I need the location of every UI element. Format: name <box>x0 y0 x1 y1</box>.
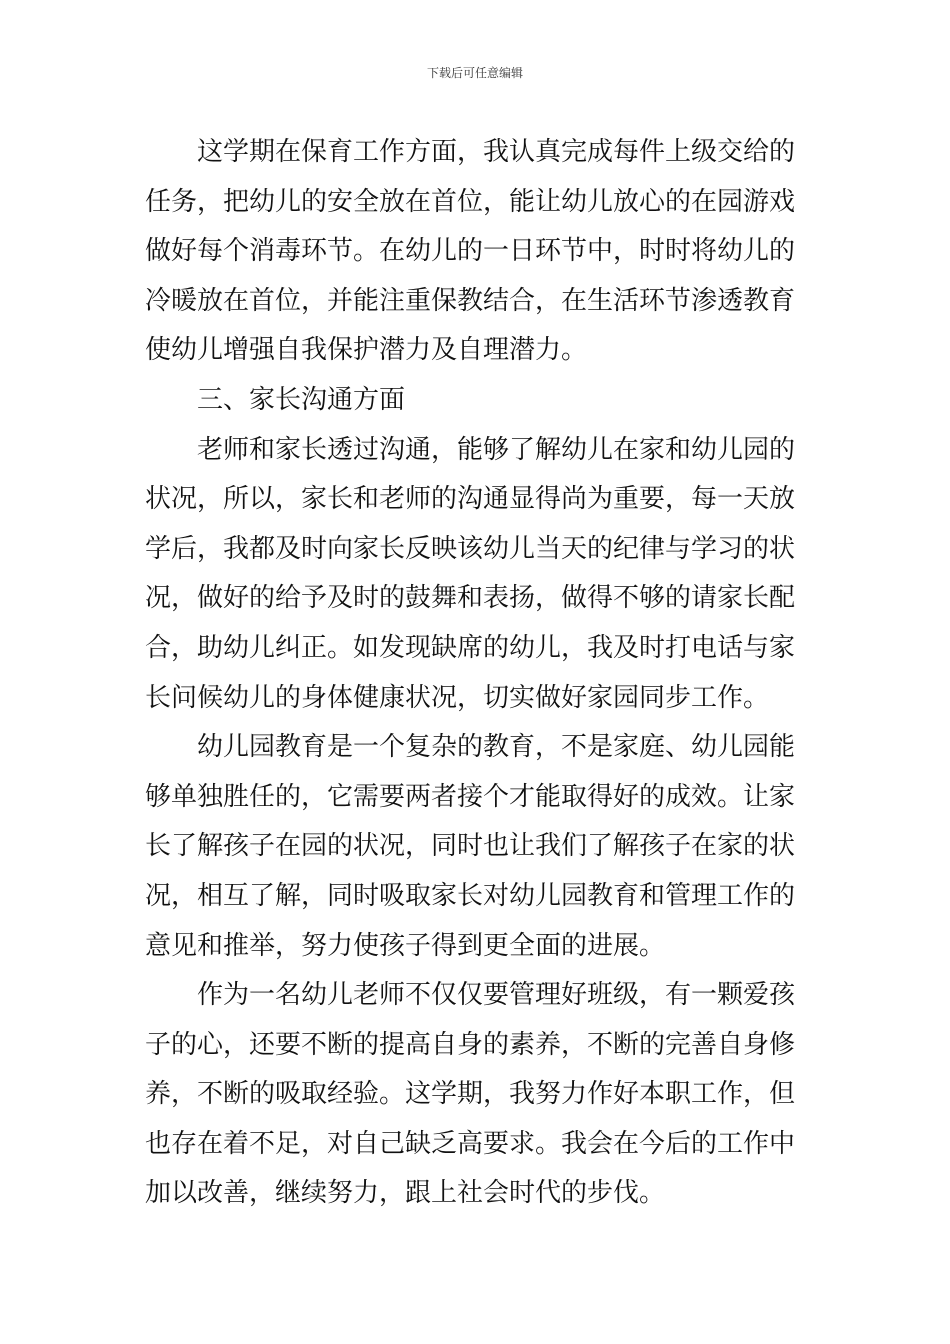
text-line: 子的心，还要不断的提高自身的素养，不断的完善自身修 <box>145 1029 796 1060</box>
text-line: 况，相互了解，同时吸取家长对幼儿园教育和管理工作的 <box>145 880 796 911</box>
text-line: 这学期在保育工作方面，我认真完成每件上级交给的 <box>197 137 796 167</box>
text-line: 也存在着不足，对自己缺乏高要求。我会在今后的工作中 <box>145 1128 796 1159</box>
text-line: 状况，所以，家长和老师的沟通显得尚为重要，每一天放 <box>145 484 796 515</box>
text-line: 冷暖放在首位，并能注重保教结合，在生活环节渗透教育 <box>145 285 796 316</box>
section-heading: 三、家长沟通方面 <box>197 384 406 415</box>
text-line: 作为一名幼儿老师不仅仅要管理好班级，有一颗爱孩 <box>197 980 796 1011</box>
text-line: 任务，把幼儿的安全放在首位，能让幼儿放心的在园游戏 <box>145 186 796 217</box>
document-body <box>145 128 807 1219</box>
text-line: 长了解孩子在园的状况，同时也让我们了解孩子在家的状 <box>145 831 796 862</box>
text-line: 幼儿园教育是一个复杂的教育，不是家庭、幼儿园能 <box>197 732 796 763</box>
text-line: 合，助幼儿纠正。如发现缺席的幼儿，我及时打电话与家 <box>145 632 796 663</box>
text-line: 老师和家长透过沟通，能够了解幼儿在家和幼儿园的 <box>197 434 796 465</box>
text-line: 做好每个消毒环节。在幼儿的一日环节中，时时将幼儿的 <box>145 236 796 267</box>
text-line: 长问候幼儿的身体健康状况，切实做好家园同步工作。 <box>145 682 770 713</box>
text-line: 意见和推举，努力使孩子得到更全面的进展。 <box>145 930 666 961</box>
text-line: 养，不断的吸取经验。这学期，我努力作好本职工作，但 <box>145 1079 796 1110</box>
page-header: 下载后可任意编辑 <box>426 66 523 80</box>
text-line: 够单独胜任的，它需要两者接个才能取得好的成效。让家 <box>145 781 796 812</box>
text-line: 加以改善，继续努力，跟上社会时代的步伐。 <box>145 1178 666 1209</box>
text-line: 况，做好的给予及时的鼓舞和表扬，做得不够的请家长配 <box>145 583 796 614</box>
text-line: 学后，我都及时向家长反映该幼儿当天的纪律与学习的状 <box>145 533 796 564</box>
text-line: 使幼儿增强自我保护潜力及自理潜力。 <box>145 335 588 366</box>
